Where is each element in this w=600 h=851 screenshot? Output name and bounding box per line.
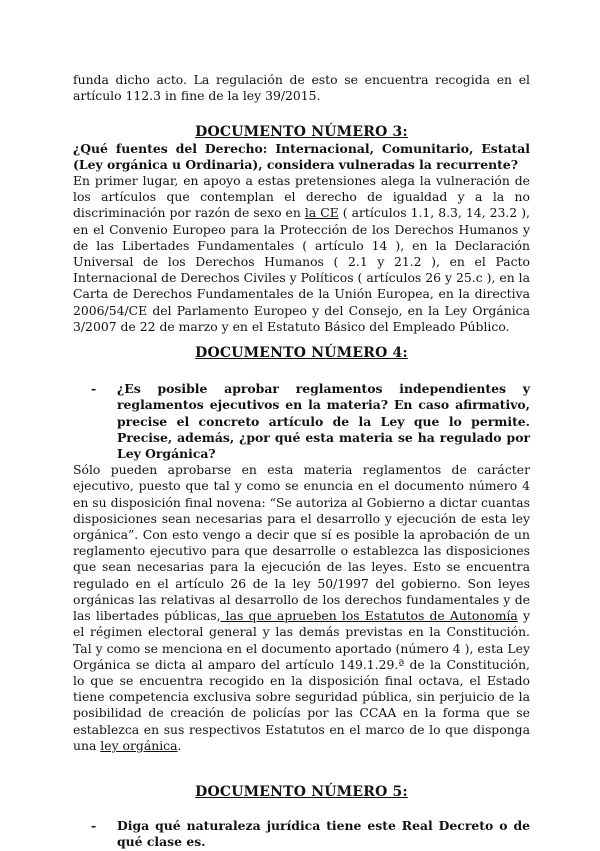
answer-document-3 [73, 173, 530, 335]
answer-text: . [177, 737, 182, 753]
link-estatutos-autonomia[interactable]: las que aprueben los Estatutos de Autonomía [220, 608, 518, 624]
answer-text: Sólo pueden aprobarse en esta materia reglamentos de carácter ejecutivo, puesto que tal y como se enuncia en el documento número 4 en su disposición final novena: “Se autoriza al Gobierno a dictar cuantas disposiciones sean necesarias para el desarrollo y ejecución de esta ley orgánica”. Con esto vengo a decir que sí es posible la aprobación de un reglamento ejecutivo para que desarrolle o establezca las disposiciones que sean necesarias para la ejecución de las leyes. Esto se encuentra regulado en el artículo 26 de la ley 50/1997 del gobierno. Son leyes orgánicas las relativas al desarrollo de los derechos fundamentales y de las libertades públicas, [73, 462, 530, 624]
answer-document-4 [73, 462, 530, 754]
question-text: ¿Es posible aprobar reglamentos independientes y reglamentos ejecutivos en la materia? En caso afirmativo, precise el concreto artículo de la Ley que lo permite. Precise, además, ¿por qué esta materia se ha regulado por Ley Orgánica? [117, 381, 530, 462]
link-ley-organica[interactable]: ley orgánica [100, 737, 178, 753]
intro-paragraph: funda dicho acto. La regulación de esto se encuentra recogida en el artículo 112.3 in fine de la ley 39/2015. [73, 72, 530, 104]
bullet-dash: - [91, 818, 97, 834]
question-document-5 [73, 818, 530, 850]
heading-document-5: DOCUMENTO NÚMERO 5: [195, 783, 408, 800]
heading-document-3: DOCUMENTO NÚMERO 3: [195, 124, 408, 141]
answer-text: y el régimen electoral general y las demás previstas en la Constitución. Tal y como se menciona en el documento aportado (número 4 ), esta Ley Orgánica se dicta al amparo del artículo 149.1.29.ª de la Constitución, lo que se encuentra recogido en la disposición final octava, el Estado tiene competencia exclusiva sobre seguridad pública, sin perjuicio de la posibilidad de creación de policías por las CCAA en la forma que se establezca en sus respectivos Estatutos en el marco de lo que disponga una [73, 608, 530, 753]
bullet-dash: - [91, 381, 97, 397]
question-document-4 [73, 381, 530, 462]
question-document-3: ¿Qué fuentes del Derecho: Internacional, Comunitario, Estatal (Ley orgánica u Ordinaria), considera vulneradas la recurrente? [73, 140, 530, 172]
link-la-ce[interactable]: la CE [304, 205, 339, 221]
answer-text: ( artículos 1.1, 8.3, 14, 23.2 ), en el Convenio Europeo para la Protección de los Derechos Humanos y de las Libertades Fundamentales ( artículo 14 ), en la Declaración Universal de los Derechos Humanos ( 2.1 y 21.2 ), en el Pacto Internacional de Derechos Civiles y Políticos ( artículos 26 y 25.c ), en la Carta de Derechos Fundamentales de la Unión Europea, en la directiva 2006/54/CE del Parlamento Europeo y del Consejo, en la Ley Orgánica 3/2007 de 22 de marzo y en el Estatuto Básico del Empleado Público. [73, 205, 530, 334]
answer-text: En primer lugar, en apoyo a estas pretensiones alega la vulneración de los artículos que contemplan el derecho de igualdad y a la no discriminación por razón de sexo en [73, 173, 530, 221]
question-text: Diga qué naturaleza jurídica tiene este Real Decreto o de qué clase es. [117, 818, 530, 850]
heading-document-4: DOCUMENTO NÚMERO 4: [195, 345, 408, 362]
